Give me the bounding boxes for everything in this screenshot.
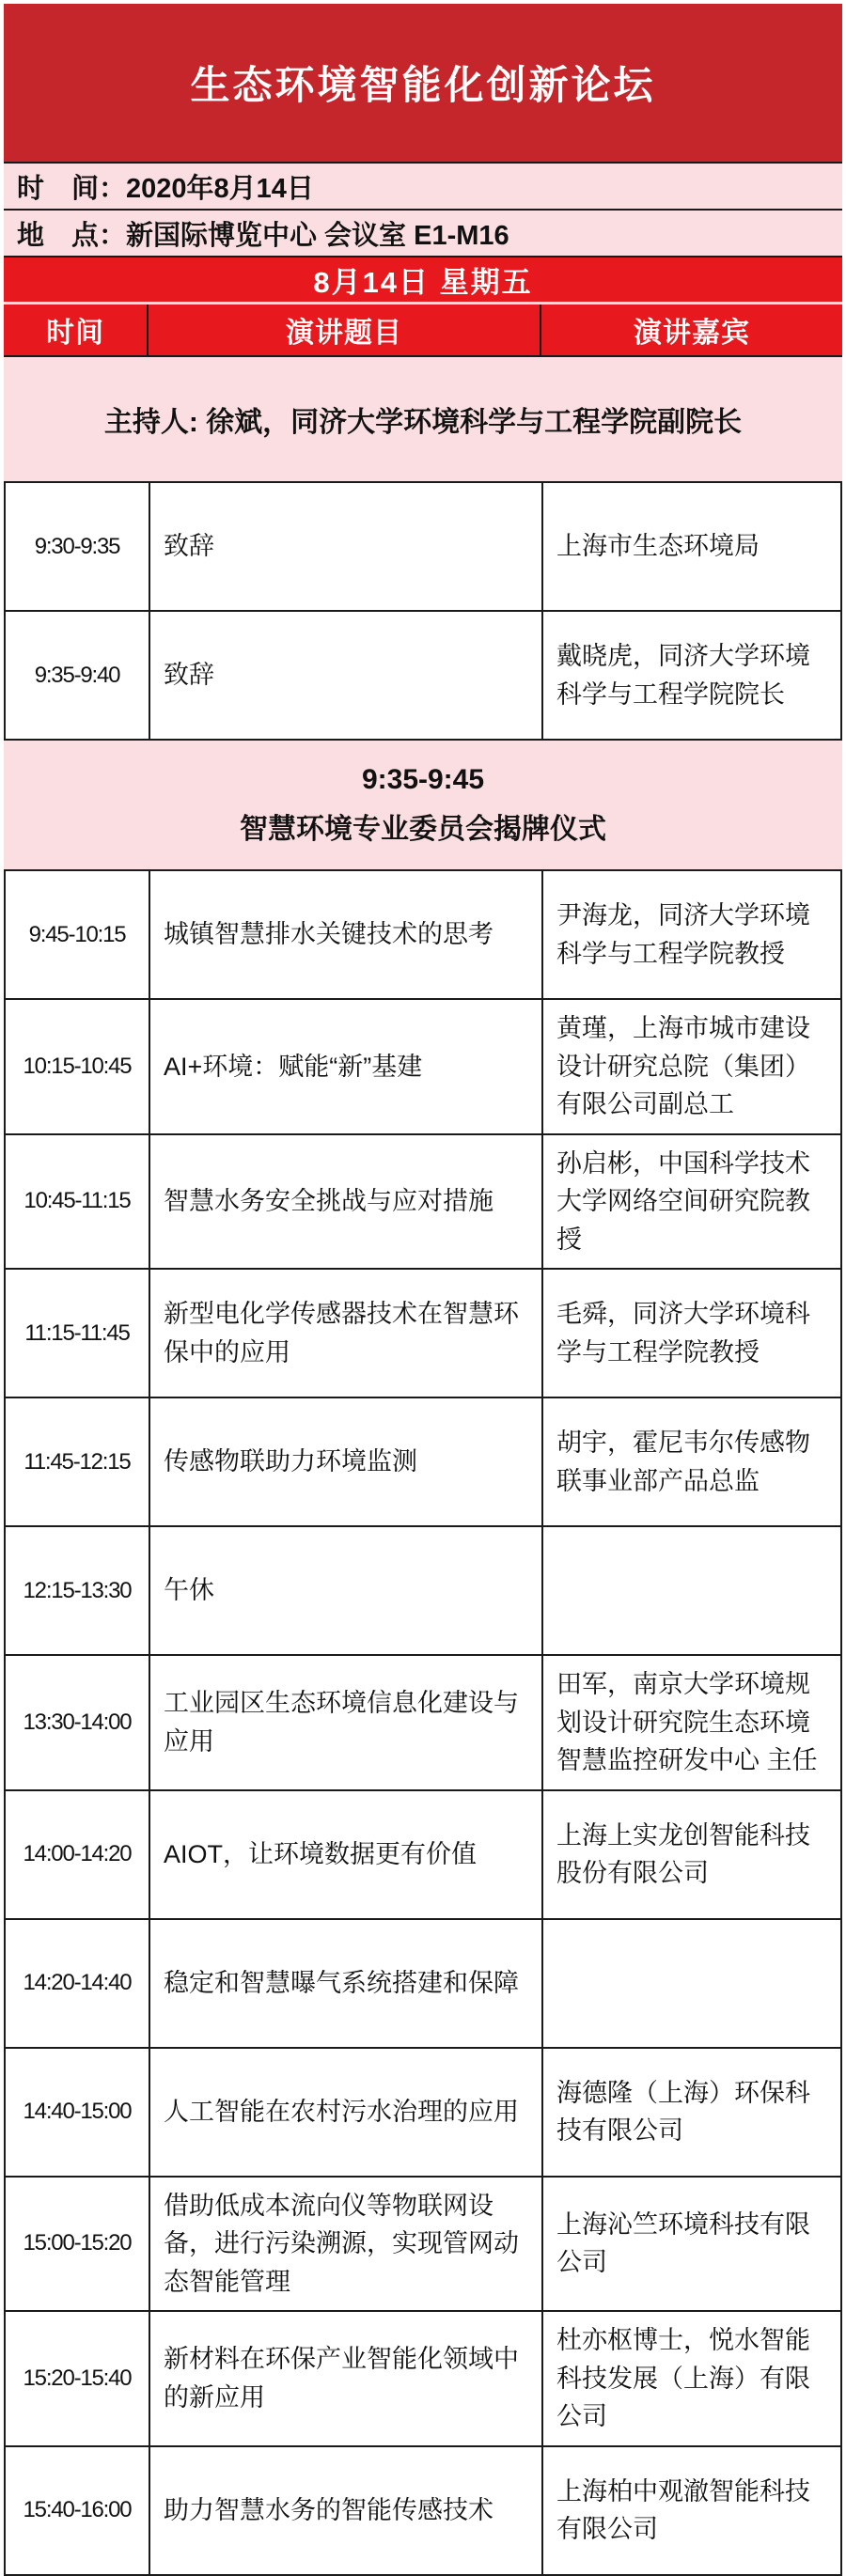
agenda-page: [4, 4, 842, 2576]
session-speaker: 毛舜，同济大学环境科学与工程学院教授: [556, 1300, 810, 1366]
session-time: 15:20-15:40: [6, 2312, 150, 2445]
session-time: 14:00-14:20: [6, 1791, 150, 1918]
session-speaker: 尹海龙，同济大学环境科学与工程学院教授: [556, 901, 810, 968]
session-topic: 智慧水务安全挑战与应对措施: [150, 1135, 543, 1269]
session-speaker: 海德隆（上海）环保科技有限公司: [556, 2078, 810, 2145]
table-row: [4, 1791, 842, 1920]
session-speaker: 黄瑾，上海市城市建设设计研究总院（集团）有限公司副总工: [556, 1014, 810, 1118]
session-topic: 致辞: [150, 483, 543, 610]
table-header-row: [4, 304, 842, 357]
schedule-table: [4, 481, 842, 2576]
session-speaker: [543, 1920, 840, 2047]
column-header-time: 时间: [4, 304, 149, 355]
session-speaker: 胡宇，霍尼韦尔传感物联事业部产品总监: [556, 1429, 810, 1495]
table-row: [4, 1527, 842, 1656]
session-time: 14:20-14:40: [6, 1920, 150, 2047]
session-topic: 午休: [150, 1527, 543, 1654]
session-time: 9:45-10:15: [6, 871, 150, 998]
location-info-bar: [4, 211, 842, 258]
session-speaker: 上海柏中观澈智能科技有限公司: [556, 2476, 810, 2543]
table-row: [4, 2447, 842, 2576]
table-row: [4, 1920, 842, 2049]
table-row: [4, 1270, 842, 1398]
session-topic: 城镇智慧排水关键技术的思考: [150, 871, 543, 998]
forum-title: 生态环境智能化创新论坛: [190, 63, 656, 107]
table-row: [4, 1398, 842, 1527]
ceremony-time: 9:35-9:45: [361, 763, 485, 795]
session-speaker: 戴晓虎，同济大学环境科学与工程学院院长: [556, 642, 810, 709]
table-row: [4, 871, 842, 1000]
session-topic: 新型电化学传感器技术在智慧环保中的应用: [150, 1270, 543, 1397]
session-topic: 工业园区生态环境信息化建设与应用: [150, 1656, 543, 1789]
session-time: 15:00-15:20: [6, 2178, 150, 2311]
session-topic: 稳定和智慧曝气系统搭建和保障: [150, 1920, 543, 2047]
table-row: [4, 612, 842, 741]
session-topic: 人工智能在农村污水治理的应用: [150, 2049, 543, 2176]
moderator-label: 主持人: 徐斌，同济大学环境科学与工程学院副院长: [103, 407, 743, 438]
ceremony-row: [4, 741, 842, 871]
session-time: 13:30-14:00: [6, 1656, 150, 1789]
session-topic: AI+环境：赋能“新”基建: [150, 1000, 543, 1133]
session-time: 15:40-16:00: [6, 2447, 150, 2574]
column-header-topic: 演讲题目: [149, 304, 541, 355]
session-topic: 传感物联助力环境监测: [150, 1398, 543, 1525]
table-row: [4, 2049, 842, 2178]
column-header-speaker: 演讲嘉宾: [634, 318, 750, 349]
location-info-label: 地 点：新国际博览中心 会议室 E1-M16: [17, 220, 509, 251]
session-speaker: 上海沁竺环境科技有限公司: [556, 2209, 810, 2277]
session-topic: 助力智慧水务的智能传感技术: [150, 2447, 543, 2574]
ceremony-title: 智慧环境专业委员会揭牌仪式: [240, 813, 606, 845]
session-topic: 借助低成本流向仪等物联网设备，进行污染溯源，实现管网动态智能管理: [150, 2178, 543, 2311]
session-time: 14:40-15:00: [6, 2049, 150, 2176]
session-time: 11:15-11:45: [6, 1270, 150, 1397]
session-time: 9:35-9:40: [6, 612, 150, 739]
session-time: 9:30-9:35: [6, 483, 150, 610]
forum-banner: [4, 4, 842, 164]
moderator-row: [4, 357, 842, 481]
date-bar: [4, 258, 842, 304]
table-row: [4, 483, 842, 612]
session-time: 12:15-13:30: [6, 1527, 150, 1654]
session-time: 10:45-11:15: [6, 1135, 150, 1269]
date-bar-label: 8月14日 星期五: [313, 266, 533, 299]
table-row: [4, 1000, 842, 1135]
time-info-bar: [4, 164, 842, 211]
table-row: [4, 1656, 842, 1791]
session-speaker: 田军，南京大学环境规划设计研究院生态环境智慧监控研发中心 主任: [556, 1670, 818, 1774]
session-speaker: 孙启彬，中国科学技术大学网络空间研究院教授: [556, 1148, 810, 1254]
table-row: [4, 2312, 842, 2447]
session-time: 10:15-10:45: [6, 1000, 150, 1133]
session-speaker: 上海上实龙创智能科技股份有限公司: [556, 1820, 810, 1887]
session-topic: 致辞: [150, 612, 543, 739]
session-topic: 新材料在环保产业智能化领域中的新应用: [150, 2312, 543, 2445]
session-speaker: [543, 1527, 840, 1654]
session-topic: AIOT，让环境数据更有价值: [150, 1791, 543, 1918]
session-time: 11:45-12:15: [6, 1398, 150, 1525]
time-info-label: 时 间：2020年8月14日: [17, 173, 314, 204]
table-row: [4, 2178, 842, 2313]
session-speaker: 上海市生态环境局: [556, 532, 760, 561]
table-row: [4, 1135, 842, 1271]
session-speaker: 杜亦枢博士，悦水智能科技发展（上海）有限公司: [556, 2326, 810, 2430]
